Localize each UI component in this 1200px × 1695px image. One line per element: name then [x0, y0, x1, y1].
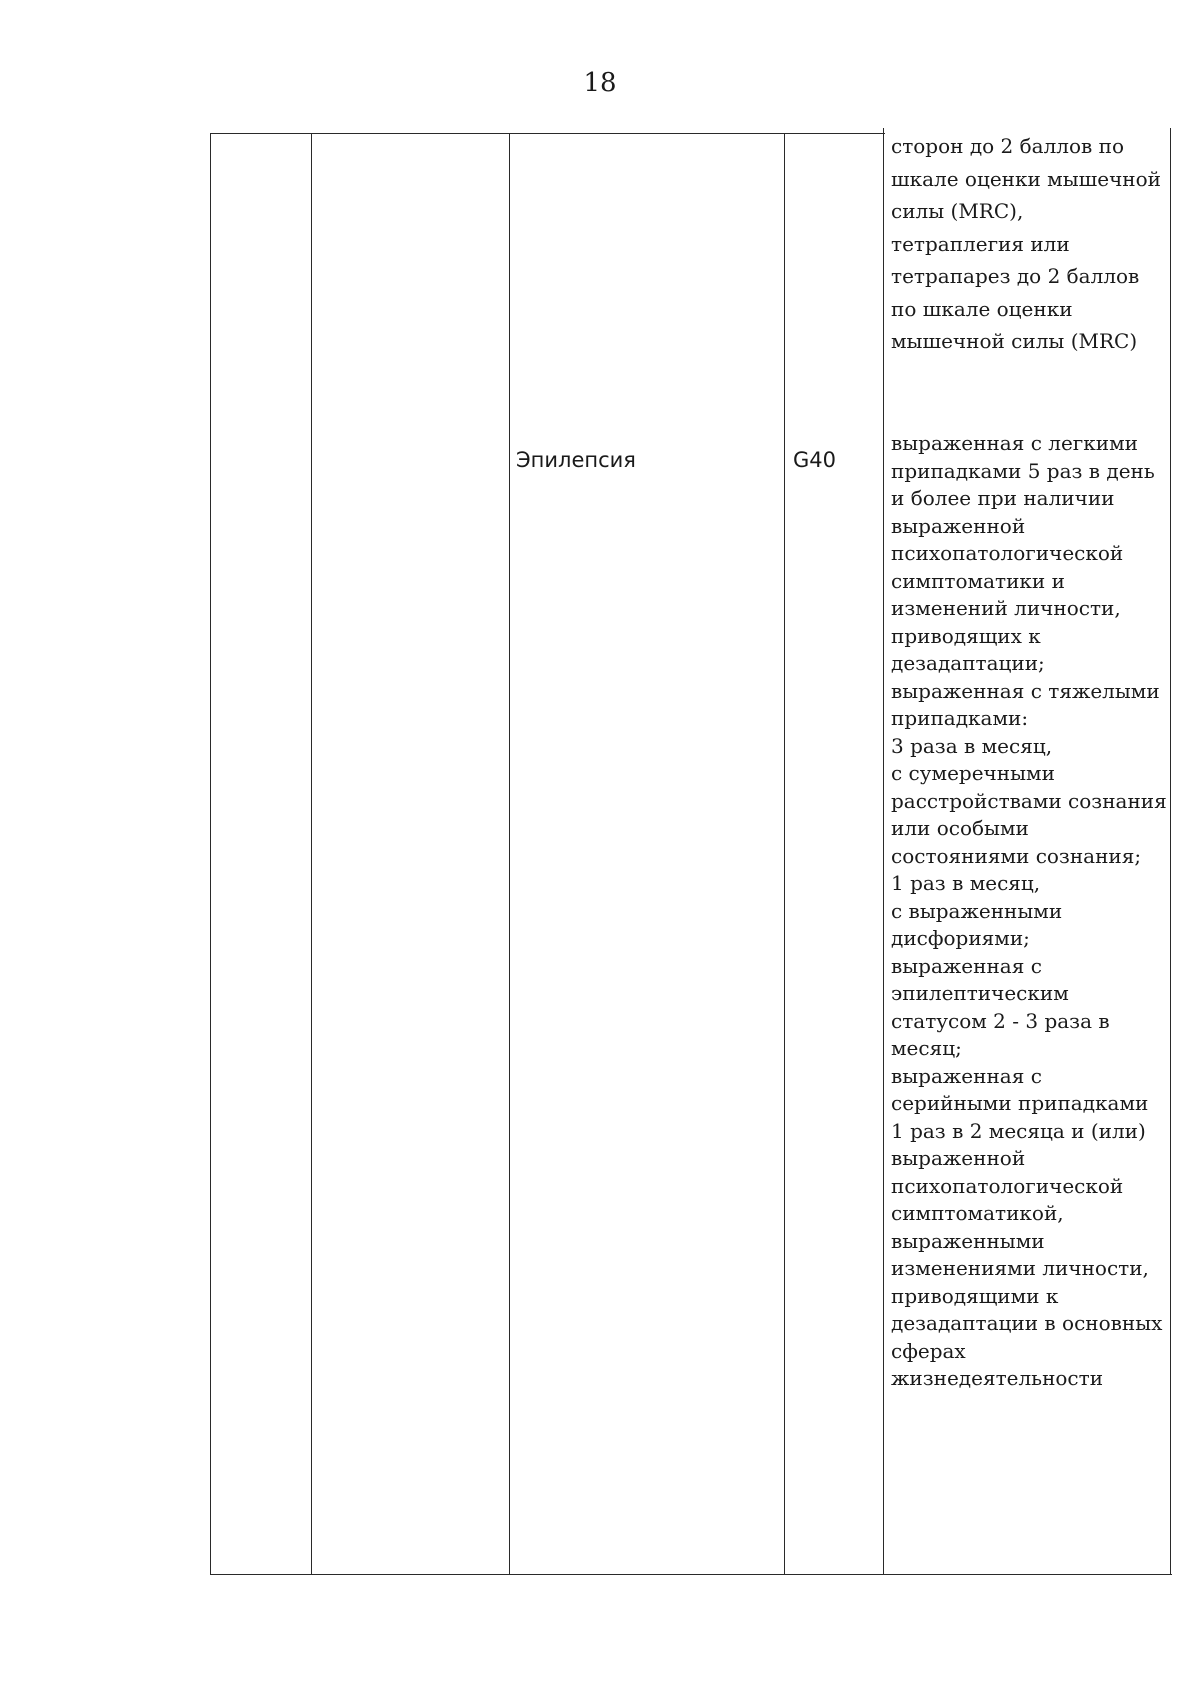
column-divider-2	[509, 133, 510, 1575]
column-divider-4	[883, 128, 884, 1575]
column-divider-3	[784, 133, 785, 1575]
table-left-border	[210, 133, 211, 1575]
criteria-cell: сторон до 2 баллов по шкале оценки мышечной силы (MRC), тетраплегия или тетрапарез до 2 баллов по шкале оценки мышечной силы (MRC)	[891, 134, 1161, 353]
criteria-cell: выраженная с легкими припадками 5 раз в день и более при наличии выраженной психопатологической симптоматики и изменений личности, приводящих к дезадаптации; выраженная с тяжелыми припадками: 3 раза в месяц, с сумеречными расстройствами сознания или особыми состояниями сознания; 1 раз в месяц, с выраженными дисфориями; выраженная с эпилептическим статусом 2 - 3 раза в месяц; выраженная с серийными припадками 1 раз в 2 месяца и (или) выраженной психопатологической симптоматикой, выраженными изменениями личности, приводящими к дезадаптации в основных сферах жизнедеятельности	[891, 431, 1167, 1390]
disease-code-cell: G40	[793, 448, 836, 472]
table-bottom-border	[210, 1574, 1172, 1575]
page-number: 18	[583, 68, 617, 98]
column-divider-1	[311, 133, 312, 1575]
disease-name-cell: Эпилепсия	[516, 448, 636, 472]
